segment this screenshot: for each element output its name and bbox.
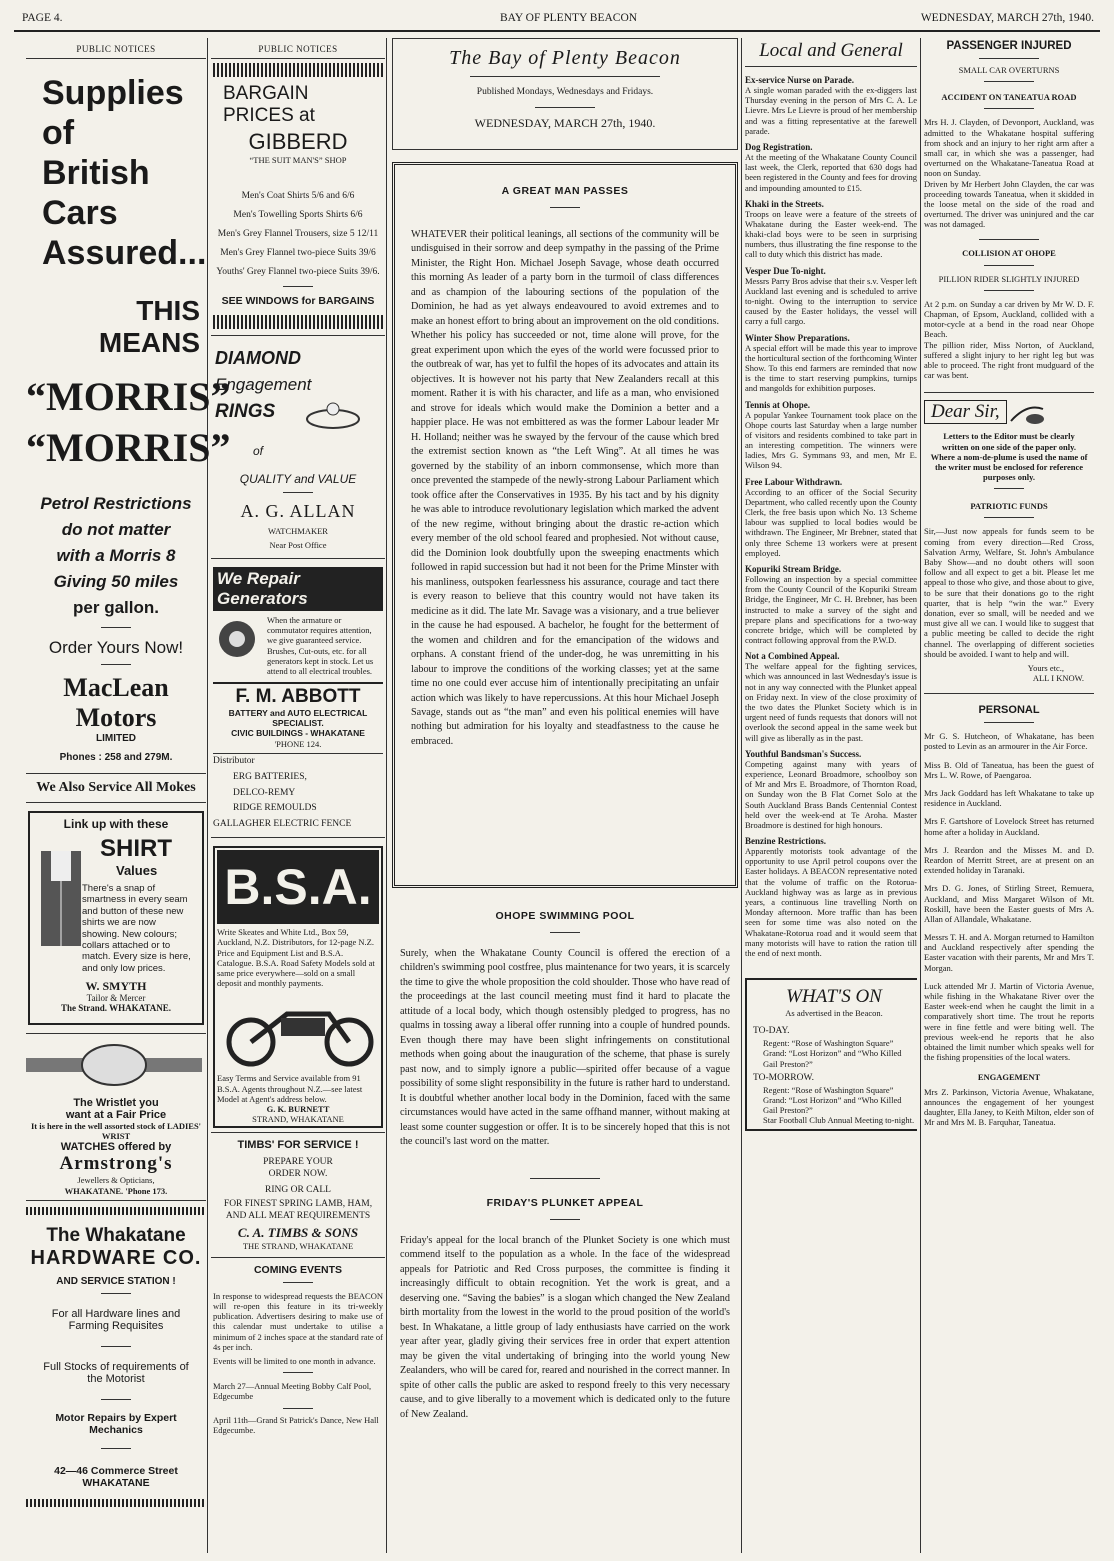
ad-line: Jewellers & Opticians, [77,1175,155,1186]
news-text: Competing against many with years of experience, Leonard Broadmore, schoolboy son of Mr and Mrs E. Broadmore, of Thornton Road, on Sunday won the B Flat Cornet Solo at the South Auckland Brass Bands Centennial Contest held over the week-end at Te Aroha. Master Broadmore is destined for high honours. [745,758,917,830]
shirt-ad [26,803,206,1034]
story-headline: COLLISION AT OHOPE [962,248,1056,259]
news-headline: Benzine Restrictions. [745,836,826,847]
news-headline: Ex-service Nurse on Parade. [745,75,854,85]
story-text: At 2 p.m. on Sunday a car driven by Mr W. D. F. Chapman, of Epsom, Auckland, collided with a motor-cycle at a bend in the road near Ohope Beach. [924,298,1094,340]
ad-line: CIVIC BUILDINGS - WHAKATANE [231,728,365,739]
event-item: March 27—Annual Meeting Bobby Calf Pool, Edgecumbe [213,1381,372,1402]
ornamental-rule [213,63,383,77]
ad-line: The Wristlet you [73,1097,159,1109]
section-heading: PERSONAL [978,704,1040,717]
ad-line: BATTERY and AUTO ELECTRICAL SPECIALIST. [228,708,368,729]
ad-line: British Cars [42,154,150,232]
inkwell-icon [1007,399,1047,425]
events-notice: Events will be limited to one month in advance. [213,1355,376,1366]
personal-item: Mrs F. Gartshore of Lovelock Street has returned home after a holiday in Auckland. [924,816,1094,837]
news-headline: Not a Combined Appeal. [745,651,840,662]
column-rule [920,38,921,1553]
motorcycle-illustration [217,988,381,1068]
brand-morris: “MORRIS” [26,374,231,419]
price-item: Men's Grey Flannel Trousers, size 5 12/11 [217,228,379,239]
ad-line: with a Morris 8 [56,546,176,565]
editorial-text: WHATEVER their political leanings, all sections of the community will be undisguised in their sorrow and deep sympathy in the passing of the Prime Minister, the Right Hon. Michael Joseph Savage, whose death occurred this morning As leader of a party born in the turmoil of class differences and as champion of the labouring sections of the population of the Dominion, he had as yet always endeavoured to avoid extremes and to make an honest effort to bring about an improvement on the old conditions. Whether his policy has succeeded or not, time alone will prove, for the great experiment upon which the eyes of the world were focussed prior to the outbreak of war, has yet to fulfil the hopes of its advocates and attain its objectives. It is however not his party that New Zealanders recall at this moment. Rather it is with his character, and life as a man, who envisioned and strove for ideals which would make the Dominion a better and a happier place. He was not embittered as was the former Labour leader Mr H. Holland; neither was he swayed by the fervour of the cause which bred the extremist section known as “the Left Wing”. At all times he was governed by the stability of an inborn commonsense, which more than once prevented the stampede of the newly-strong Labour Parliament which took office after the Conservatives in 1935. By his tact and by his dignity he was able to introduce revolutionary legislation which marked the advent of the new regime, without bringing about the drastic re-action which every member of the old school feared and prophesied. Not without cause, did the Dominion look doubtfully upon the sweeping enactments which followed in rapid succession but had it not been for the Prime Minster with his manliness, outspoken fearlessness his assurance, courage and tact there is every reason to believe that this country would not have taken its medicine as it did. The late Mr. Savage was a visionary, and a true believer in the cause he had espoused. A bachelor, he fought for the betterment of the women and children and for the emancipation of the widows and orphans. A constant friend of the under-dog, he was unremitting in his labour to improve the conditions of the working classes; yet at the same time no one could ever accuse him of intentionally precipitating an unfair action which was likely to have repercussions. At this hour Michael Joseph Savage, stands out as “the man” and even his political enemies will have nothing but admiration for his loyalty and steadfastness to the cause he embraced. [411,229,719,747]
ad-line: Engagement [215,374,312,394]
whats-on-day: TO-MORROW. [753,1072,814,1083]
whats-on-item: Regent: “Rose of Washington Square” [763,1084,894,1095]
ornamental-rule [26,1499,206,1507]
lead-editorial [392,162,738,888]
product-item: ERG BATTERIES, [233,771,307,782]
ad-line: FOR FINEST SPRING LAMB, HAM, AND ALL MEAT REQUIREMENTS [223,1198,373,1221]
ad-line: Tailor & Mercer [86,993,146,1003]
editorial-text: Surely, when the Whakatane County Council is offered the erection of a children's swimming pool costfree, plus maintenance for two years, it is scarcely the time to give the whole proposition the cold shoulder. Those who have read of the proceedings at the last council meeting must find it hard to placate the attitude of a local body, which though ostensibly pledged to progress, has no qualms in tossing away a liberal offer running into a couple of hundred pounds. Even though there may have been slight infringements on constitutional methods when going about the inauguration of the scheme, that phase is surely past now, and to simply ignore a public—spirited offer because of a vague possibility of some slight responsibility in the future is rather hard to understand. It is doubtful whether another local body in the Dominion, faced with the same circumstances would have acted in the same offhand manner, without making at least some counter suggestion or offer. It is to be sincerely hoped that this is not the council's last word on the matter. [400,948,730,1148]
ad-line: SEE WINDOWS for BARGAINS [221,294,375,307]
ad-line: TIMBS' FOR SERVICE ! [237,1139,359,1152]
personal-item: Luck attended Mr J. Martin of Victoria Avenue, while fishing in the Whakatane River over the Easter week-end when he caught the limit in a comparatively short time. The trout he reports were in fine fettle and were biting well. The previous week-end he reports that he also obtained the limit number which speaks well for the fishing propensities of the local waters. [924,980,1094,1063]
personal-items [924,731,1094,1062]
generator-icon [213,615,263,661]
personal-item: Mrs J. Reardon and the Misses M. and D. Reardon of Merritt Street, are at present on an extended holiday in Taranaki. [924,844,1094,876]
ad-line: per gallon. [73,598,159,617]
column-rule [207,38,208,1553]
ad-line: do not matter [61,520,171,539]
pool-editorial [392,888,738,1150]
column-2 [211,38,385,1553]
ad-line: WHAKATANE. 'Phone 173. [64,1185,168,1196]
news-text: Apparently motorists took advantage of the opportunity to use April petrol coupons over the Easter holidays. A BEACON representative noted that the volume of traffic on the Rotorua-Auckland highway was as large as in previous years, a continuous line travelling North on Monday afternoon. More traffic than has been seen for some time was also noted on the Whakatane-Rotorua road and it would seem that many motorists will have to ration the ration till the end of next month. [745,846,917,958]
ad-line: For all Hardware lines and Farming Requisites [51,1307,181,1332]
engagement-text: Mrs Z. Parkinson, Victoria Avenue, Whakatane, announces the engagement of her youngest daughter, Ella Janey, to Keith Milton, elder son of Mr and Mrs M. B. Farquhar, Taneatua. [924,1086,1094,1128]
ad-line: of [253,443,264,458]
ad-line: Full Stocks of requirements of the Motorist [43,1360,189,1385]
bsa-ad [211,838,385,1133]
letter-signoff: Yours etc., [1027,662,1064,673]
whats-on-box [745,978,917,1131]
ad-line: W. SMYTH [85,979,147,993]
news-headline: Vesper Due To-night. [745,265,826,276]
news-text: A special effort will be made this year to improve the horticultural section of the forthcoming Winter Show. To this end farmers are reminded that now is the time to start reserving pumpkins, turnips and mangolds for exhibition purposes. [745,342,917,394]
shirt-illustration [36,841,86,951]
ad-line: LIMITED [96,733,136,744]
news-text: At the meeting of the Whakatane County Council last week, the Clerk, reported that 630 dogs had been registered in the County and fees for droving and impounding amounted to £15. [745,151,917,193]
ad-line: MEANS [98,327,200,358]
letters-policy: Letters to the Editor must be clearly written on one side of the paper only. Where a nom-de-plume is used the name of the writer must be enclosed for reference purposes only. [930,431,1088,483]
ad-line: WATCHES offered by [60,1141,172,1154]
ad-line: BARGAIN [223,83,309,104]
ad-line: 'PHONE 124. [274,738,322,749]
ad-line: PRICES at [223,105,315,126]
news-text: A popular Yankee Tournament took place on the Ohope courts last Saturday when a large number of visitors and residents combined to take part in an interesting competition. The winners were ladies, Mrs G. Symmans 93, and men, Mr E. Wilson 94. [745,409,917,471]
shirt-copy: There's a snap of smartness in every seam and button of these new shirts we are now showing. New colours; collars attached or to match. Every size is here, and only low prices. [82,883,191,974]
personal-item: Mrs Jack Goddard has left Whakatane to take up residence in Auckland. [924,788,1094,809]
news-text: Following an inspection by a special committee from the County Council of the Kopuriki Stream Bridge, the Engineer, Mr C. H. Brebner, has been instructed to make a survey of the sight and prepare plans and specifications for a two-way concrete bridge, which will be completed by contract following approval from the P.W.D. [745,573,917,646]
page-number: PAGE 4. [22,12,63,24]
issue-date: WEDNESDAY, MARCH 27th, 1940. [920,12,1094,24]
section-title: Local and General [745,38,917,67]
story-text: The pillion rider, Miss Norton, of Auckland, suffered a slight injury to her right leg but was able to proceed. The right front mudguard of the car was bent. [924,339,1094,381]
whats-on-title: WHAT'S ON [786,986,882,1008]
news-headline: Dog Registration. [745,141,813,152]
ad-line: DIAMOND [215,347,301,368]
editorial-headline: OHOPE SWIMMING POOL [495,910,635,922]
events-notice: In response to widespread requests the BEACON will re-open this feature in its tri-weekly publication. Advertisers desiring to make use of this calendar must undertake to utilise a minimum of 2 inches space at the standard rate of 4s per inch. [213,1290,383,1352]
ad-line: HARDWARE CO. [30,1246,202,1269]
ornamental-rule [213,315,383,329]
personal-item: Mr G. S. Hutcheon, of Whakatane, has been posted to Levin as an armourer in the Air Force. [924,731,1094,752]
engagement-heading: ENGAGEMENT [977,1072,1041,1083]
news-headline: Free Labour Withdrawn. [745,476,843,487]
event-item: April 11th—Grand St Patrick's Dance, New Hall Edgecumbe. [213,1414,379,1435]
ad-line: Giving 50 miles [53,572,179,591]
editorial-text: Friday's appeal for the local branch of the Plunket Society is one which must commend itself to the population as a whole. In the face of the widespread appeals for Patriotic and Red Cross purposes, the committee is finding it increasingly difficult to obtain recognition. Yet the work is great, and a deserving one. “Saving the babies” is a slogan which changed the New Zealand birth mortality from the lowest in the world to the proud position of the world's best. In Whakatane, a little group of lady enthusiasts have carried on the work year after year, gladly giving their services free in order that expert attention may be given the vital undertaking of bringing into the world young New Zealanders, who will be cared for, reared and nourished in the correct manner. In spite of other calls the public are asked to respond freely to this very necessary cause, and to give liberally to a movement which is dedicated only to the future of New Zealand. [400,1234,730,1420]
ad-line: Link up with these [63,817,169,831]
whats-on-item: Star Football Club Annual Meeting to-night. [763,1115,915,1126]
ad-line: SHIRT [100,835,172,862]
column-4 [745,38,917,1553]
watch-illustration [26,1038,202,1092]
news-headline: Winter Show Preparations. [745,332,850,343]
letter-signature: ALL I KNOW. [1032,673,1084,684]
story-headline: PASSENGER INJURED [946,40,1072,52]
price-item: Men's Coat Shirts 5/6 and 6/6 [241,191,355,202]
ad-line: Petrol Restrictions [40,494,192,513]
ad-line: Distributor [213,753,383,768]
ad-line: Supplies of [42,74,184,152]
ad-line: Assured... [42,234,207,272]
ad-line: PREPARE YOUR [263,1157,333,1168]
ad-line: The Strand. WHAKATANE. [60,1003,172,1013]
whats-on-item: Regent: “Rose of Washington Square” [763,1038,894,1049]
price-list [213,191,383,278]
events-title: COMING EVENTS [253,1263,343,1276]
local-news [745,67,917,960]
allan-ad [211,336,385,559]
story-subhead: SMALL CAR OVERTURNS [958,65,1060,75]
ad-line: Values [116,863,158,878]
section-heading: PUBLIC NOTICES [26,38,206,59]
ad-line: STRAND, WHAKATANE [252,1114,344,1125]
story-text: Mrs H. J. Clayden, of Devonport, Auckland, was admitted to the Whakatane hospital suffering from shock and an injury to her right arm after a small car, in which she was a passenger, had overturned on the Whakatane-Taneatua Road at noon on Sunday. [924,117,1094,179]
product-item: GALLAGHER ELECTRIC FENCE [213,819,352,830]
plunket-editorial [392,1197,738,1422]
ad-line: We Also Service All Mokes [26,773,206,796]
news-text: According to an officer of the Social Security Department, who called recently upon the County Clerk, the free basis upon which No. 13 Scheme labour was supplied to local bodies would be withdrawn. The Engineer, Mr Brebner, stated that only three Scheme 13 workers were at present employed. [745,486,917,558]
nameplate: The Bay of Plenty Beacon [449,47,681,69]
personal-item: Messrs T. H. and A. Morgan returned to Hamilton and Auckland respectively after spending the Easter vacation with their parents, Mr and Mrs T. Morgan. [924,932,1094,973]
news-text: Troops on leave were a feature of the streets of Whakatane during the Easter week-end. The khaki-clad boys were to be seen in surprising numbers, thus illustrating the fine response to the call to duty which this district has made. [745,208,917,260]
ring-illustration [303,401,363,431]
ad-line: RINGS [215,400,276,422]
ad-line: 42—46 Commerce Street [54,1464,178,1477]
morris-ad [26,59,231,803]
ad-line: QUALITY and VALUE [239,471,357,486]
news-text: A single woman paraded with the ex-diggers last Thursday evening in the person of Mrs C. A. Le Lievre. Mrs Le Lievre is proud of her membership and was a fitting representative at the farewell parade. [745,85,917,136]
whats-on-item: Grand: “Lost Horizon” and “Who Killed Gail Preston?” [763,1094,902,1115]
whats-on-day: TO-DAY. [753,1026,790,1037]
nameplate-date: WEDNESDAY, MARCH 27th, 1940. [474,115,656,130]
ad-line: It is here in the well assorted stock of LADIES' WRIST [30,1121,202,1142]
whats-on-subtitle: As advertised in the Beacon. [785,1008,883,1019]
jeweller-name: Armstrong's [59,1153,173,1175]
brand-bsa: B.S.A. [217,850,379,924]
product-item: RIDGE REMOULDS [233,803,317,814]
store-name: GIBBERD [248,129,348,154]
news-text: The welfare appeal for the fighting services, which was announced in last Wednesday's issue is not in any way connected with the Plunket appeal on Friday next. In view of the close proximity of the two dates the Plunket Society which is in urgent need of funds requests that donors will not overlook the second appeal in the same week but will give as liberally as in the past. [745,661,917,743]
ad-line: “THE SUIT MAN'S” SHOP [249,155,347,165]
price-item: Youths' Grey Flannel two-piece Suits 39/6. [216,266,380,277]
ad-line: The Whakatane [46,1224,186,1246]
ad-line: Motor Repairs by Expert Mechanics [55,1411,177,1436]
column-3 [392,38,738,1553]
column-rule [386,38,387,1553]
ornamental-rule [26,1207,206,1215]
brand-morris: “MORRIS” [26,425,231,470]
ad-copy: When the armature or commutator requires attention, we give guaranteed service. Brushes, Cut-outs, etc. for all generators kept in stock. Let us attend to all electrical troubles. [267,614,374,676]
gibberd-ad [211,59,385,336]
news-headline: Youthful Bandsman's Success. [745,748,862,759]
letter-title: PATRIOTIC FUNDS [970,501,1048,512]
column-1 [26,38,231,1553]
jeweller-name: A. G. ALLAN [240,500,356,521]
ad-line: ORDER NOW. [268,1169,328,1180]
column-5 [924,38,1094,1553]
story-subhead: PILLION RIDER SLIGHTLY INJURED [938,273,1080,284]
editorial-headline: FRIDAY'S PLUNKET APPEAL [486,1196,644,1209]
price-item: Men's Grey Flannel two-piece Suits 39/6 [220,247,376,258]
ad-line: RING OR CALL [265,1185,331,1195]
hardware-ad [26,1221,206,1493]
masthead [14,8,1100,30]
business-name: F. M. ABBOTT [213,682,383,708]
ad-line: WHAKATANE [82,1476,150,1489]
wristlet-ad [26,1034,206,1201]
dealer-phone: Phones : 258 and 279M. [59,752,173,763]
column-rule [741,38,742,1553]
paper-title: BAY OF PLENTY BEACON [500,12,638,24]
whats-on-item: Grand: “Lost Horizon” and “Who Killed Gail Preston?” [763,1048,902,1069]
ad-line: Near Post Office [269,539,327,550]
personal-item: Miss B. Old of Taneatua, has been the guest of Mrs L. W. Rowe, of Paengaroa. [924,759,1094,780]
story-subhead: ACCIDENT ON TANEATUA ROAD [941,92,1077,103]
ad-line: AND SERVICE STATION ! [56,1275,176,1287]
ad-copy: Easy Terms and Service available from 91 B.S.A. Agents throughout N.Z.—see latest Model at Agent's address below. [217,1073,363,1104]
dear-sir-logo: Dear Sir, [924,400,1007,424]
business-name: C. A. TIMBS & SONS [237,1224,359,1240]
news-headline: Kopuriki Stream Bridge. [745,563,842,574]
ad-line: We Repair Generators [213,567,383,611]
ad-copy: Write Skeates and White Ltd., Box 59, Auckland, N.Z. Distributors, for 12-page N.Z. Price and Equipment List and B.S.A. Catalogue. B.S.A. Road Safety Models sold at same price everywhere—sold on a small deposit and monthly payments. [217,927,375,989]
editorial-headline: A GREAT MAN PASSES [501,185,629,197]
publication-days: Published Mondays, Wednesdays and Fridays. [476,87,654,97]
ad-line: THE STRAND, WHAKATANE [242,1240,354,1251]
price-item: Men's Towelling Sports Shirts 6/6 [233,210,363,221]
dealer-name: MacLean Motors [63,673,169,732]
letter-text: Sir,—Just now appeals for funds seem to be coming from every direction—Red Cross, Salvation Army, Welfare, St. John's Ambulance Baby Show—and no doubt others will soon follow and all expect to get a bit. Please let me appeal to those who give, and those about to give, to be sure that their donations go to the right quarter, that is help “win the war.” Every donation, ever so small, will be needed and we must give all we can. I would like to suggest that a public meeting be called to decide the right channel. The overlapping of different societies should be avoided. I want to help and will. [924,526,1094,659]
product-item: DELCO-REMY [233,787,296,798]
ad-line: Order Yours Now! [48,638,184,657]
news-text: Messrs Parry Bros advise that their s.v. Vesper left Auckland last evening and is scheduled to arrive to-night. Owing to the interruption to service caused by the Easter holidays, the vessel will carry a full cargo. [745,275,917,327]
news-headline: Tennis at Ohope. [745,399,810,410]
nameplate-box [392,38,738,150]
coming-events [211,1258,385,1441]
ad-line: WATCHMAKER [268,525,328,536]
story-text: Driven by Mr Herbert John Clayden, the car was proceeding towards Taneatua, when it skidded in the loose metal on the side of the road and overturned. The driver was uninjured and the car was not damaged. [924,178,1094,230]
personal-item: Mrs D. G. Jones, of Stirling Street, Remuera, Auckland, and Miss Margaret Wilson of Mt. Roskill, have been the Easter guests of Mrs A. Allan of Allandale, Whakatane. [924,883,1094,924]
abbott-ad [211,559,385,838]
section-heading: PUBLIC NOTICES [211,38,385,59]
ad-line: THIS [136,295,200,326]
dealer-name: G. K. BURNETT [266,1103,330,1114]
letters-header [924,392,1094,425]
timbs-ad [211,1133,385,1258]
news-headline: Khaki in the Streets. [745,198,824,209]
ad-line: want at a Fair Price [65,1109,167,1121]
